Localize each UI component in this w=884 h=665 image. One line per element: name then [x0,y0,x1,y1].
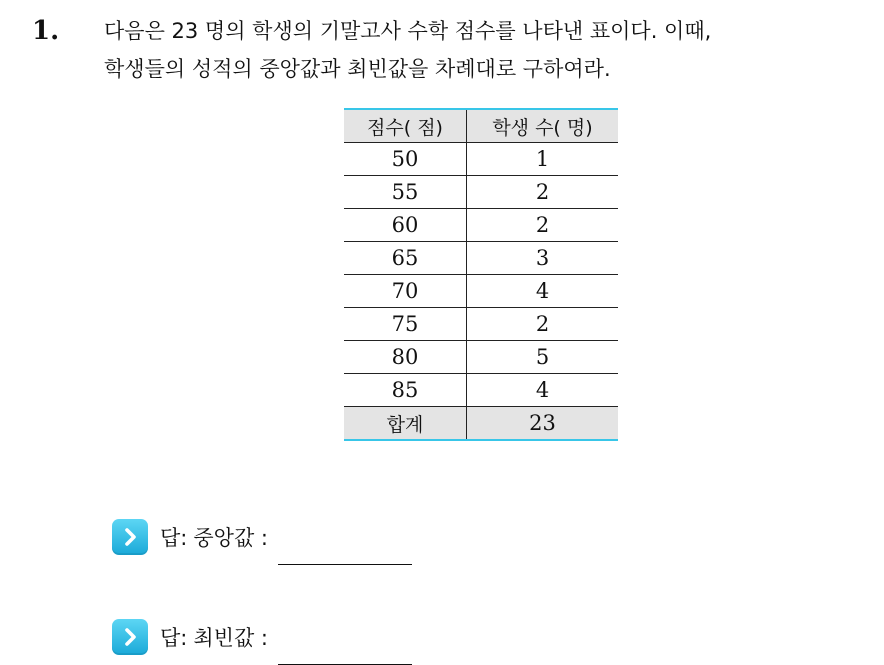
question-text [104,12,874,88]
count-cell: 4 [467,374,619,407]
answer-median [112,508,412,565]
score-cell: 75 [344,308,467,341]
chevron-right-icon [112,619,148,655]
table-row [344,341,618,374]
score-cell: 65 [344,242,467,275]
table-row [344,374,618,407]
answer-prefix: 답: [160,625,188,650]
count-cell: 4 [467,275,619,308]
table-row [344,275,618,308]
table-row [344,308,618,341]
median-answer-blank[interactable] [278,536,412,565]
count-cell: 1 [467,143,619,176]
table-row [344,143,618,176]
table-row [344,209,618,242]
table-row [344,242,618,275]
table-total-row [344,407,618,441]
count-cell: 3 [467,242,619,275]
score-cell: 70 [344,275,467,308]
score-cell: 85 [344,374,467,407]
score-cell: 55 [344,176,467,209]
count-cell: 2 [467,209,619,242]
score-cell: 80 [344,341,467,374]
count-cell: 2 [467,308,619,341]
score-frequency-table [344,108,618,441]
answer-label: 최빈값 : [193,625,268,650]
header-count: 학생 수( 명) [467,109,619,143]
question-text-line-1: 다음은 23 명의 학생의 기말고사 수학 점수를 나타낸 표이다. 이때, [104,19,712,43]
score-cell: 60 [344,209,467,242]
total-value: 23 [467,407,619,441]
count-cell: 2 [467,176,619,209]
score-cell: 50 [344,143,467,176]
table-header-row [344,109,618,143]
chevron-right-icon [112,519,148,555]
answer-label: 중앙값 : [193,525,268,550]
header-score: 점수( 점) [344,109,467,143]
question-text-line-2: 학생들의 성적의 중앙값과 최빈값을 차례대로 구하여라. [104,57,611,81]
total-label: 합계 [344,407,467,441]
mode-answer-blank[interactable] [278,636,412,665]
answer-mode [112,608,412,665]
table-row [344,176,618,209]
count-cell: 5 [467,341,619,374]
question-number: 1. [32,16,60,46]
answer-prefix: 답: [160,525,188,550]
